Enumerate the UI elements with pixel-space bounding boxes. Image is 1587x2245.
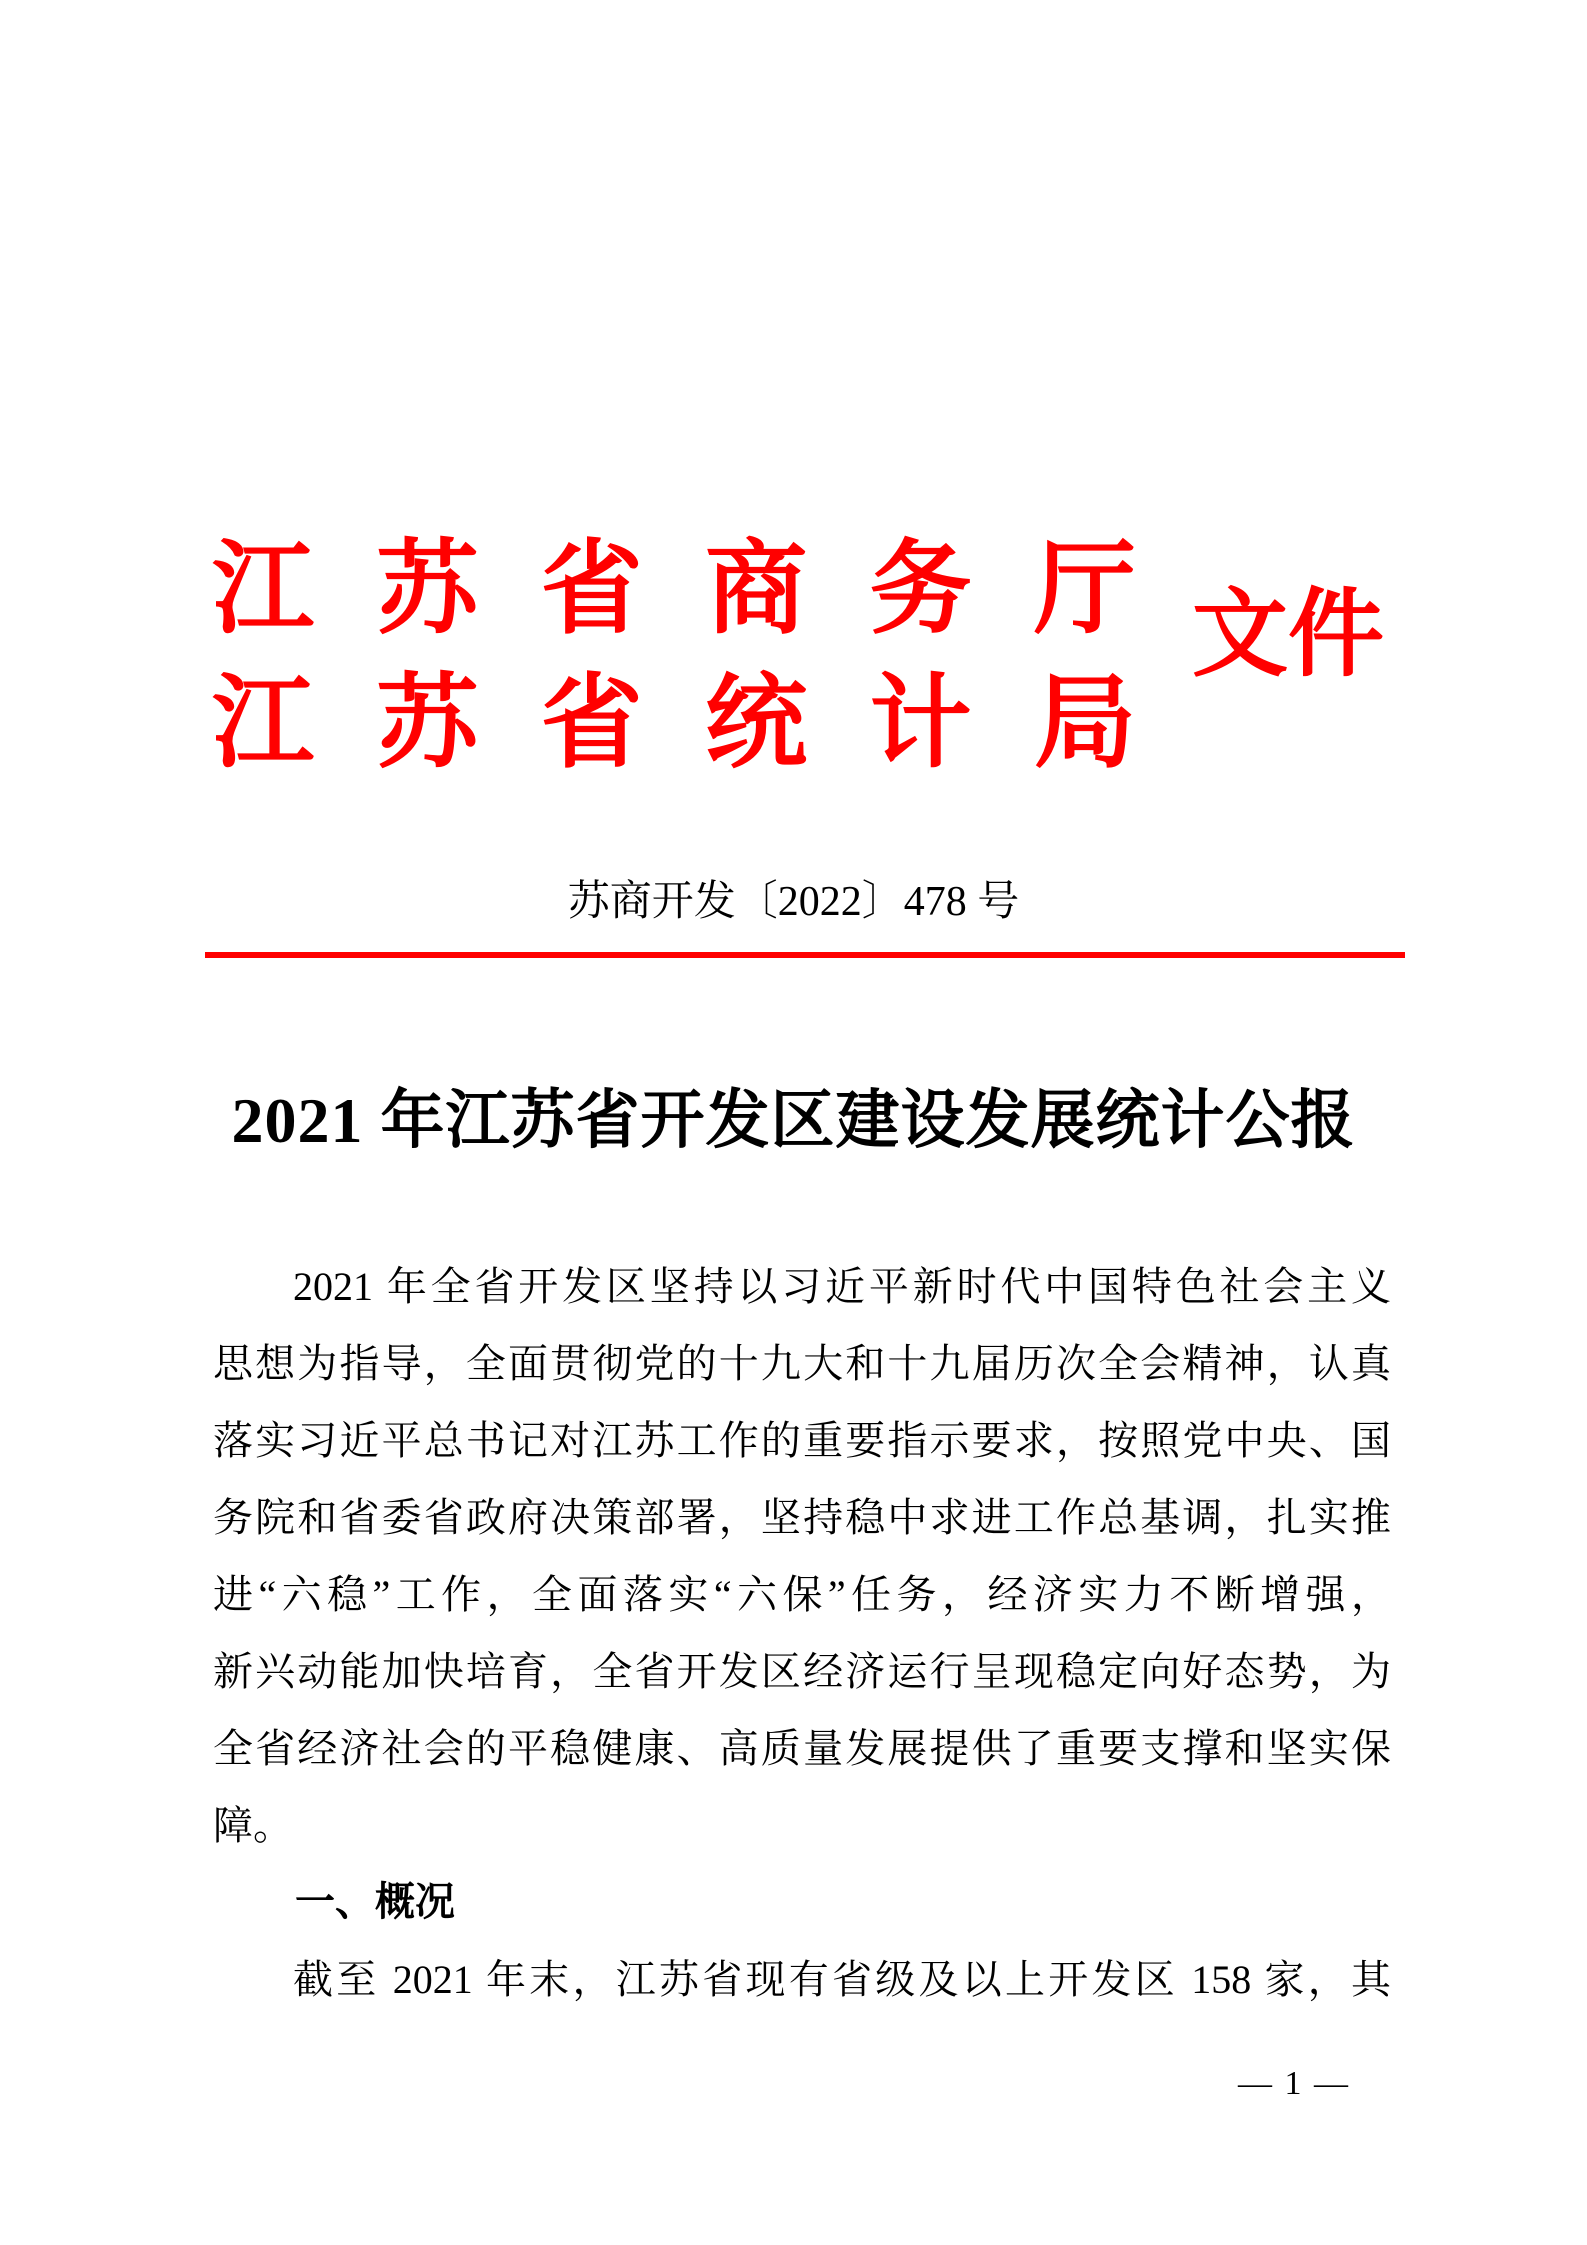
body-line: 思想为指导，全面贯彻党的十九大和十九届历次全会精神，认真	[213, 1341, 1391, 1386]
document-title: 2021 年江苏省开发区建设发展统计公报	[231, 1085, 1356, 1156]
org1-char: 商	[705, 534, 808, 647]
org2-char: 江	[212, 668, 314, 781]
body-line: 进“六稳”工作，全面落实“六保”任务，经济实力不断增强，	[213, 1572, 1391, 1617]
red-separator-rule	[205, 952, 1405, 958]
section-heading-1: 一、概况	[295, 1880, 455, 1924]
org1-char: 江	[212, 534, 314, 647]
org1-char: 厅	[1033, 534, 1136, 647]
org2-char: 苏	[376, 668, 479, 781]
body-text	[213, 1248, 1391, 2018]
org2-char: 统	[705, 668, 808, 781]
org1-char: 苏	[376, 534, 479, 647]
body-line: 截至 2021 年末，江苏省现有省级及以上开发区 158 家，其	[293, 1957, 1391, 2002]
body-line: 务院和省委省政府决策部署，坚持稳中求进工作总基调，扎实推	[213, 1495, 1391, 1540]
body-line: 全省经济社会的平稳健康、高质量发展提供了重要支撑和坚实保	[213, 1726, 1391, 1771]
document-number: 苏商开发〔2022〕478 号	[567, 879, 1020, 925]
body-line: 新兴动能加快培育，全省开发区经济运行呈现稳定向好态势，为	[213, 1649, 1391, 1694]
body-line: 障。	[213, 1803, 293, 1848]
letterhead-document-label: 文件	[1192, 581, 1384, 688]
letterhead-org-line-1	[212, 532, 1136, 650]
org2-char: 局	[1033, 668, 1136, 781]
page-number: — 1 —	[1238, 2065, 1350, 2102]
org1-char: 省	[540, 534, 643, 647]
body-line: 落实习近平总书记对江苏工作的重要指示要求，按照党中央、国	[213, 1418, 1391, 1463]
org2-char: 省	[540, 668, 643, 781]
letterhead-org-line-2	[212, 666, 1136, 784]
org1-char: 务	[869, 534, 972, 647]
body-line: 2021 年全省开发区坚持以习近平新时代中国特色社会主义	[293, 1264, 1391, 1309]
org2-char: 计	[869, 668, 972, 781]
